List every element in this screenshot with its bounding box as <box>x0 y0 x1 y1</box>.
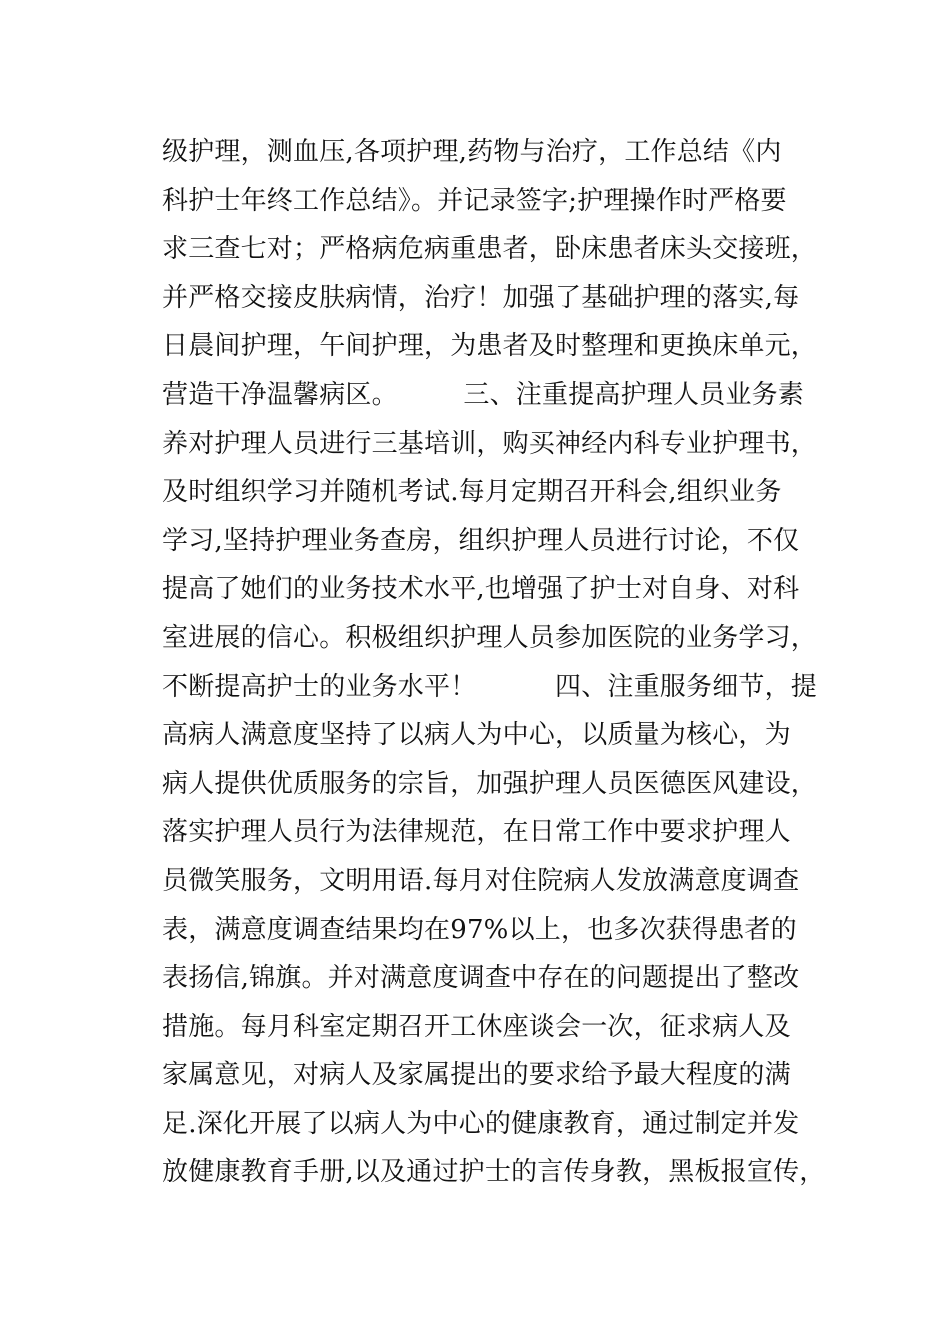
text-line: 足.深化开展了以病人为中心的健康教育，通过制定并发 <box>162 1108 800 1139</box>
text-line: 表，满意度调查结果均在97%以上，也多次获得患者的 <box>162 914 797 945</box>
text-line: 不断提高护士的业务水平！ 四、注重服务细节，提 <box>162 671 818 702</box>
text-line: 营造干净温馨病区。 三、注重提高护理人员业务素 <box>162 379 805 410</box>
text-line: 员微笑服务，文明用语.每月对住院病人发放满意度调查 <box>162 865 800 896</box>
text-line: 放健康教育手册,以及通过护士的言传身教，黑板报宣传， <box>162 1157 826 1188</box>
text-line: 及时组织学习并随机考试.每月定期召开科会,组织业务 <box>162 477 782 508</box>
text-line: 高病人满意度坚持了以病人为中心，以质量为核心，为 <box>162 720 791 751</box>
text-line: 科护士年终工作总结》。并记录签字;护理操作时严格要 <box>162 185 787 216</box>
text-line: 表扬信,锦旗。并对满意度调查中存在的问题提出了整改 <box>162 963 800 994</box>
text-line: 级护理，测血压,各项护理,药物与治疗，工作总结《内 <box>162 137 782 167</box>
text-line: 室进展的信心。积极组织护理人员参加医院的业务学习， <box>162 622 818 653</box>
text-line: 并严格交接皮肤病情，治疗！加强了基础护理的落实,每 <box>162 282 800 313</box>
text-line: 措施。每月科室定期召开工休座谈会一次，征求病人及 <box>162 1011 791 1042</box>
text-line: 落实护理人员行为法律规范，在日常工作中要求护理人 <box>162 817 791 848</box>
text-line: 提高了她们的业务技术水平,也增强了护士对自身、对科 <box>162 574 800 605</box>
text-line: 病人提供优质服务的宗旨，加强护理人员医德医风建设， <box>162 768 818 799</box>
body-text <box>162 128 826 1197</box>
text-line: 学习,坚持护理业务查房，组织护理人员进行讨论，不仅 <box>162 525 800 556</box>
text-line: 求三查七对；严格病危病重患者，卧床患者床头交接班， <box>162 234 818 265</box>
text-line: 家属意见，对病人及家属提出的要求给予最大程度的满 <box>162 1060 791 1091</box>
text-line: 日晨间护理，午间护理，为患者及时整理和更换床单元， <box>162 331 818 362</box>
text-line: 养对护理人员进行三基培训，购买神经内科专业护理书， <box>162 428 818 459</box>
